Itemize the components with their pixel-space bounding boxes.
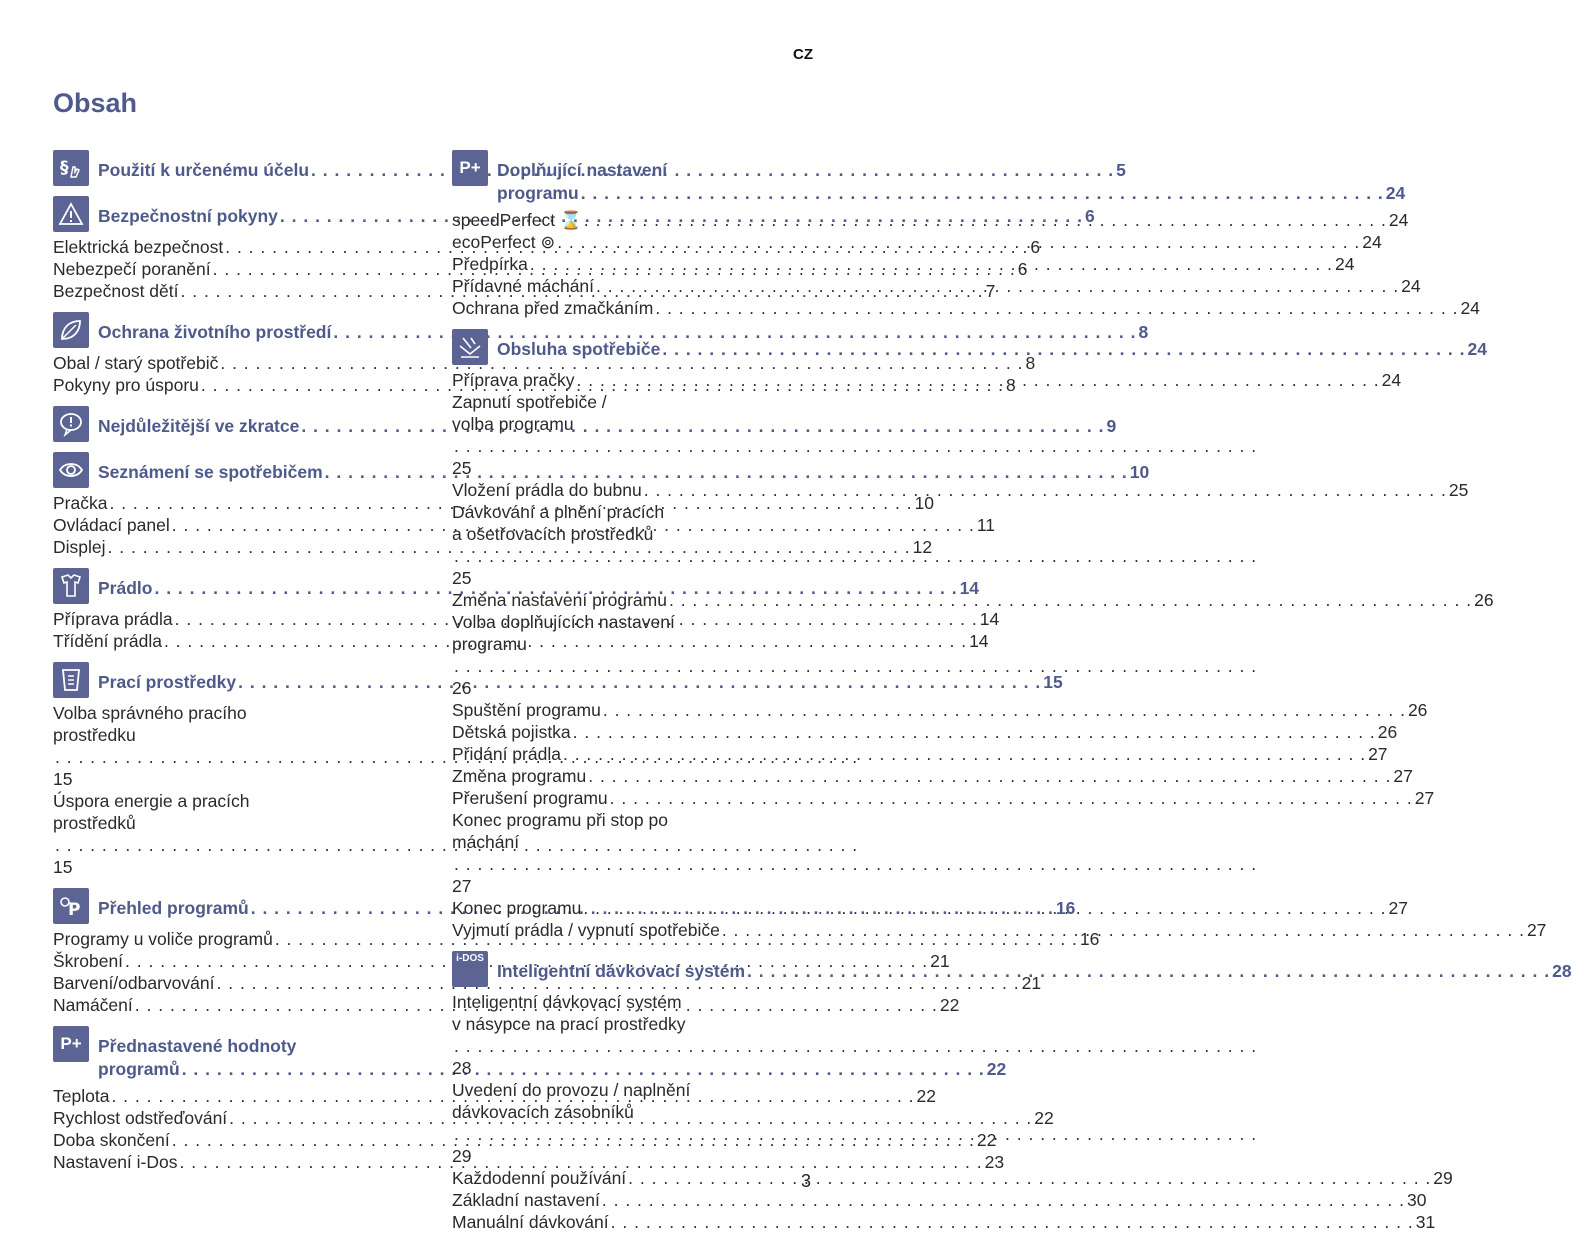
entry-page-number: 24 — [1460, 298, 1480, 318]
entry-label: Nebezpečí poranění — [53, 259, 211, 279]
entry-label: Přerušení programu — [452, 788, 608, 808]
section-page-number: 28 — [1552, 961, 1572, 981]
toc-entry[interactable] — [452, 209, 1409, 231]
toc-entry[interactable] — [53, 1129, 997, 1151]
entry-label: Doba skončení — [53, 1130, 170, 1150]
leader-dots — [563, 743, 1366, 765]
entry-label: dávkovacích zásobníků — [452, 1102, 634, 1122]
toc-entry[interactable] — [53, 352, 1036, 374]
leader-dots — [454, 655, 1257, 677]
entry-page-number: 29 — [1433, 1168, 1453, 1188]
entry-page-number: 24 — [1388, 210, 1409, 230]
section-title: programu — [497, 183, 579, 203]
entry-label: volba programu — [452, 414, 574, 434]
entry-page-number: 27 — [452, 876, 472, 896]
section-title: Obsluha spotřebiče — [497, 339, 661, 359]
toc-entry[interactable] — [452, 611, 813, 699]
entry-page-number: 28 — [452, 1058, 472, 1078]
toc-entry[interactable] — [452, 1079, 813, 1167]
toc-entry[interactable] — [452, 231, 1382, 253]
toc-entry[interactable] — [452, 991, 813, 1079]
leader-dots — [577, 369, 1380, 391]
section-page-number: 8 — [1138, 322, 1149, 342]
section-page-number: 14 — [959, 578, 980, 598]
toc-entry[interactable] — [53, 972, 1042, 994]
section-page-number: 5 — [1116, 160, 1126, 180]
entry-page-number: 15 — [53, 769, 73, 789]
toc-entry[interactable] — [452, 297, 1480, 319]
entry-page-number: 14 — [969, 631, 989, 651]
entry-label: Předpírka — [452, 254, 528, 274]
leader-dots — [583, 897, 1386, 919]
leader-dots — [628, 1167, 1431, 1189]
entry-label: Každodenní používání — [452, 1168, 627, 1188]
entry-label: Přídavné máchání — [452, 276, 595, 296]
entry-label: Konec programu — [452, 898, 582, 918]
section-title-line: Doplňující nastavení — [497, 160, 668, 180]
section-title: Nejdůležitější ve zkratce — [98, 416, 300, 436]
leader-dots — [581, 182, 1384, 205]
leader-dots — [655, 297, 1458, 319]
section-page-number: 9 — [1106, 416, 1117, 436]
section-title: Seznámení se spotřebičem — [98, 462, 323, 482]
toc-entry[interactable] — [452, 1211, 1436, 1233]
entry-page-number: 7 — [985, 281, 996, 301]
entry-label-line: Volba správného pracího — [53, 703, 247, 723]
toc-entry[interactable] — [452, 369, 1402, 391]
entry-label: Teplota — [53, 1086, 110, 1106]
leader-dots — [454, 435, 1257, 457]
clothes-icon — [53, 568, 89, 604]
p-plus-icon: P+ — [452, 150, 488, 186]
entry-page-number: 22 — [916, 1086, 937, 1106]
entry-page-number: 24 — [1381, 370, 1402, 390]
page-title: Obsah — [53, 88, 138, 118]
toc-entry[interactable] — [452, 391, 813, 479]
toc-entry[interactable] — [452, 721, 1398, 743]
entry-page-number: 31 — [1415, 1212, 1436, 1232]
entry-label: prostředků — [53, 813, 136, 833]
hand-operation-icon — [452, 329, 488, 365]
toc-entry[interactable] — [452, 743, 1388, 765]
leader-dots — [747, 960, 1550, 983]
entry-label-line: Konec programu při stop po — [452, 810, 668, 830]
section-heading[interactable] — [452, 150, 1406, 205]
entry-page-number: 30 — [1406, 1190, 1427, 1210]
entry-label: Spuštění programu — [452, 700, 601, 720]
toc-entry[interactable] — [452, 589, 1494, 611]
leader-dots — [669, 589, 1472, 611]
entry-page-number: 6 — [1030, 237, 1041, 257]
entry-label: prostředku — [53, 725, 136, 745]
entry-page-number: 25 — [452, 458, 472, 478]
leader-dots — [611, 1211, 1414, 1233]
entry-page-number: 24 — [1401, 276, 1421, 296]
programme-p-icon — [53, 888, 89, 924]
entry-page-number: 26 — [452, 678, 472, 698]
entry-label: Pokyny pro úsporu — [53, 375, 199, 395]
section-title: Použití k určenému účelu — [98, 160, 310, 180]
page-number: 3 — [801, 1171, 812, 1191]
leader-dots — [454, 853, 1257, 875]
section-hand-icon — [53, 150, 89, 186]
entry-label-line: Uvedení do provozu / naplnění — [452, 1080, 691, 1100]
leader-dots — [644, 479, 1447, 501]
section-page-number: 22 — [986, 1059, 1007, 1079]
toc-entry[interactable] — [53, 702, 413, 790]
entry-label: Ochrana před zmačkáním — [452, 298, 654, 318]
toc-entry[interactable] — [53, 790, 413, 878]
entry-label: Namáčení — [53, 995, 133, 1015]
toc-entry[interactable] — [53, 536, 933, 558]
p-plus-icon: P+ — [53, 1026, 89, 1062]
entry-label-line: Volba doplňujících nastavení — [452, 612, 675, 632]
entry-label: Změna programu — [452, 766, 587, 786]
exclamation-bubble-icon — [53, 406, 89, 442]
entry-page-number: 24 — [1334, 254, 1355, 274]
entry-page-number: 27 — [1388, 898, 1408, 918]
entry-label: Bezpečnost dětí — [53, 281, 179, 301]
section-page-number: 24 — [1467, 339, 1487, 359]
section-title: Prádlo — [98, 578, 153, 598]
section-page-number: 16 — [1055, 898, 1076, 918]
section-title: Prací prostředky — [98, 672, 237, 692]
entry-page-number: 29 — [452, 1146, 472, 1166]
entry-page-number: 22 — [976, 1130, 997, 1150]
entry-label: ecoPerfect ⊚ — [452, 232, 556, 252]
entry-page-number: 15 — [53, 857, 73, 877]
entry-page-number: 26 — [1407, 700, 1428, 720]
leader-dots — [588, 765, 1391, 787]
toc-entry[interactable] — [452, 501, 813, 589]
entry-page-number: 10 — [914, 493, 935, 513]
entry-label: Nastavení i-Dos — [53, 1152, 178, 1172]
section-title: Inteligentní dávkovací systém — [497, 961, 746, 981]
entry-label: Barvení/odbarvování — [53, 973, 215, 993]
section-title: Bezpečnostní pokyny — [98, 206, 278, 226]
entry-label-line: Inteligentní dávkovací systém — [452, 992, 682, 1012]
leader-dots — [584, 209, 1387, 231]
section-title: Ochrana životního prostředí — [98, 322, 332, 342]
leader-dots — [722, 919, 1525, 941]
entry-page-number: 27 — [1368, 744, 1388, 764]
entry-label-line: Dávkování a plnění pracích — [452, 502, 665, 522]
entry-page-number: 8 — [1006, 375, 1016, 395]
entry-page-number: 22 — [939, 995, 960, 1015]
toc-entry[interactable] — [452, 253, 1355, 275]
svg-text:P: P — [68, 900, 81, 920]
entry-label: programu — [452, 634, 527, 654]
entry-label-line: Zapnutí spotřebiče / — [452, 392, 607, 412]
section-page-number: 24 — [1385, 183, 1406, 203]
entry-page-number: 21 — [1021, 973, 1042, 993]
entry-label: Rychlost odstřeďování — [53, 1108, 228, 1128]
entry-label: Vyjmutí prádla / vypnutí spotřebiče — [452, 920, 720, 940]
toc-entry[interactable] — [452, 765, 1413, 787]
toc-entry[interactable] — [452, 275, 1421, 297]
leader-dots — [573, 721, 1376, 743]
leader-dots — [602, 1189, 1405, 1211]
entry-page-number: 6 — [1017, 259, 1028, 279]
entry-page-number: 11 — [976, 515, 996, 535]
entry-label: Pračka — [53, 493, 108, 513]
entry-page-number: 26 — [1474, 590, 1494, 610]
section-title: Přehled programů — [98, 898, 249, 918]
detergent-cup-icon — [53, 662, 89, 698]
entry-label: Manuální dávkování — [452, 1212, 609, 1232]
leader-dots — [596, 275, 1399, 297]
entry-page-number: 27 — [1526, 920, 1547, 940]
entry-label: Elektrická bezpečnost — [53, 237, 224, 257]
section-page-number: 10 — [1129, 462, 1150, 482]
entry-page-number: 23 — [984, 1152, 1005, 1172]
entry-label: a ošetřovacích prostředků — [452, 524, 654, 544]
section-heading[interactable] — [452, 329, 1487, 365]
leader-dots — [454, 1035, 1257, 1057]
leader-dots — [454, 1123, 1257, 1145]
entry-label: Ovládací panel — [53, 515, 170, 535]
entry-page-number: 16 — [1079, 929, 1100, 949]
entry-page-number: 22 — [1034, 1108, 1054, 1128]
section-heading[interactable] — [53, 312, 1149, 348]
entry-page-number: 25 — [1448, 480, 1469, 500]
entry-label: máchání — [452, 832, 520, 852]
toc-entry[interactable] — [452, 1189, 1427, 1211]
leader-dots — [603, 699, 1406, 721]
leader-dots — [530, 253, 1333, 275]
leader-dots — [610, 787, 1413, 809]
entry-page-number: 24 — [1362, 232, 1382, 252]
entry-label: Příprava pračky — [452, 370, 575, 390]
entry-label: Změna nastavení programu — [452, 590, 667, 610]
toc-entry[interactable] — [452, 809, 813, 897]
entry-page-number: 12 — [912, 537, 933, 557]
entry-label: v násypce na prací prostředky — [452, 1014, 686, 1034]
entry-label: Škrobení — [53, 951, 124, 971]
entry-label-line: Úspora energie a pracích — [53, 791, 250, 811]
entry-label: Příprava prádla — [53, 609, 173, 629]
toc-entry[interactable] — [452, 699, 1428, 721]
section-title-line: Přednastavené hodnoty — [98, 1036, 297, 1056]
toc-entry[interactable] — [452, 1167, 1453, 1189]
entry-page-number: 26 — [1377, 722, 1398, 742]
language-code: CZ — [793, 46, 813, 63]
leader-dots — [662, 338, 1465, 361]
entry-label: Třídění prádla — [53, 631, 162, 651]
eye-icon — [53, 452, 89, 488]
toc-section — [452, 150, 1480, 319]
section-title: programů — [98, 1059, 180, 1079]
entry-page-number: 27 — [1393, 766, 1413, 786]
toc-entry[interactable] — [452, 787, 1435, 809]
section-page-number: 15 — [1043, 672, 1063, 692]
leader-dots — [454, 545, 1257, 567]
leaf-icon — [53, 312, 89, 348]
entry-label: Vložení prádla do bubnu — [452, 480, 642, 500]
entry-label: Základní nastavení — [452, 1190, 600, 1210]
entry-label: Obal / starý spotřebič — [53, 353, 219, 373]
entry-page-number: 25 — [452, 568, 472, 588]
entry-page-number: 27 — [1414, 788, 1435, 808]
warning-triangle-icon — [53, 196, 89, 232]
toc-entry[interactable] — [452, 479, 1469, 501]
section-page-number: 6 — [1085, 206, 1095, 226]
entry-page-number: 21 — [930, 951, 950, 971]
entry-label: Přidání prádla — [452, 744, 561, 764]
entry-label: speedPerfect ⌛ — [452, 210, 582, 230]
entry-page-number: 14 — [979, 609, 1000, 629]
entry-label: Dětská pojistka — [452, 722, 571, 742]
leader-dots — [557, 231, 1360, 253]
entry-page-number: 8 — [1025, 353, 1036, 373]
i-dos-icon: i-DOS — [452, 951, 488, 987]
svg-text:§: § — [60, 158, 69, 178]
entry-label: Displej — [53, 537, 106, 557]
entry-label: Programy u voliče programů — [53, 929, 273, 949]
